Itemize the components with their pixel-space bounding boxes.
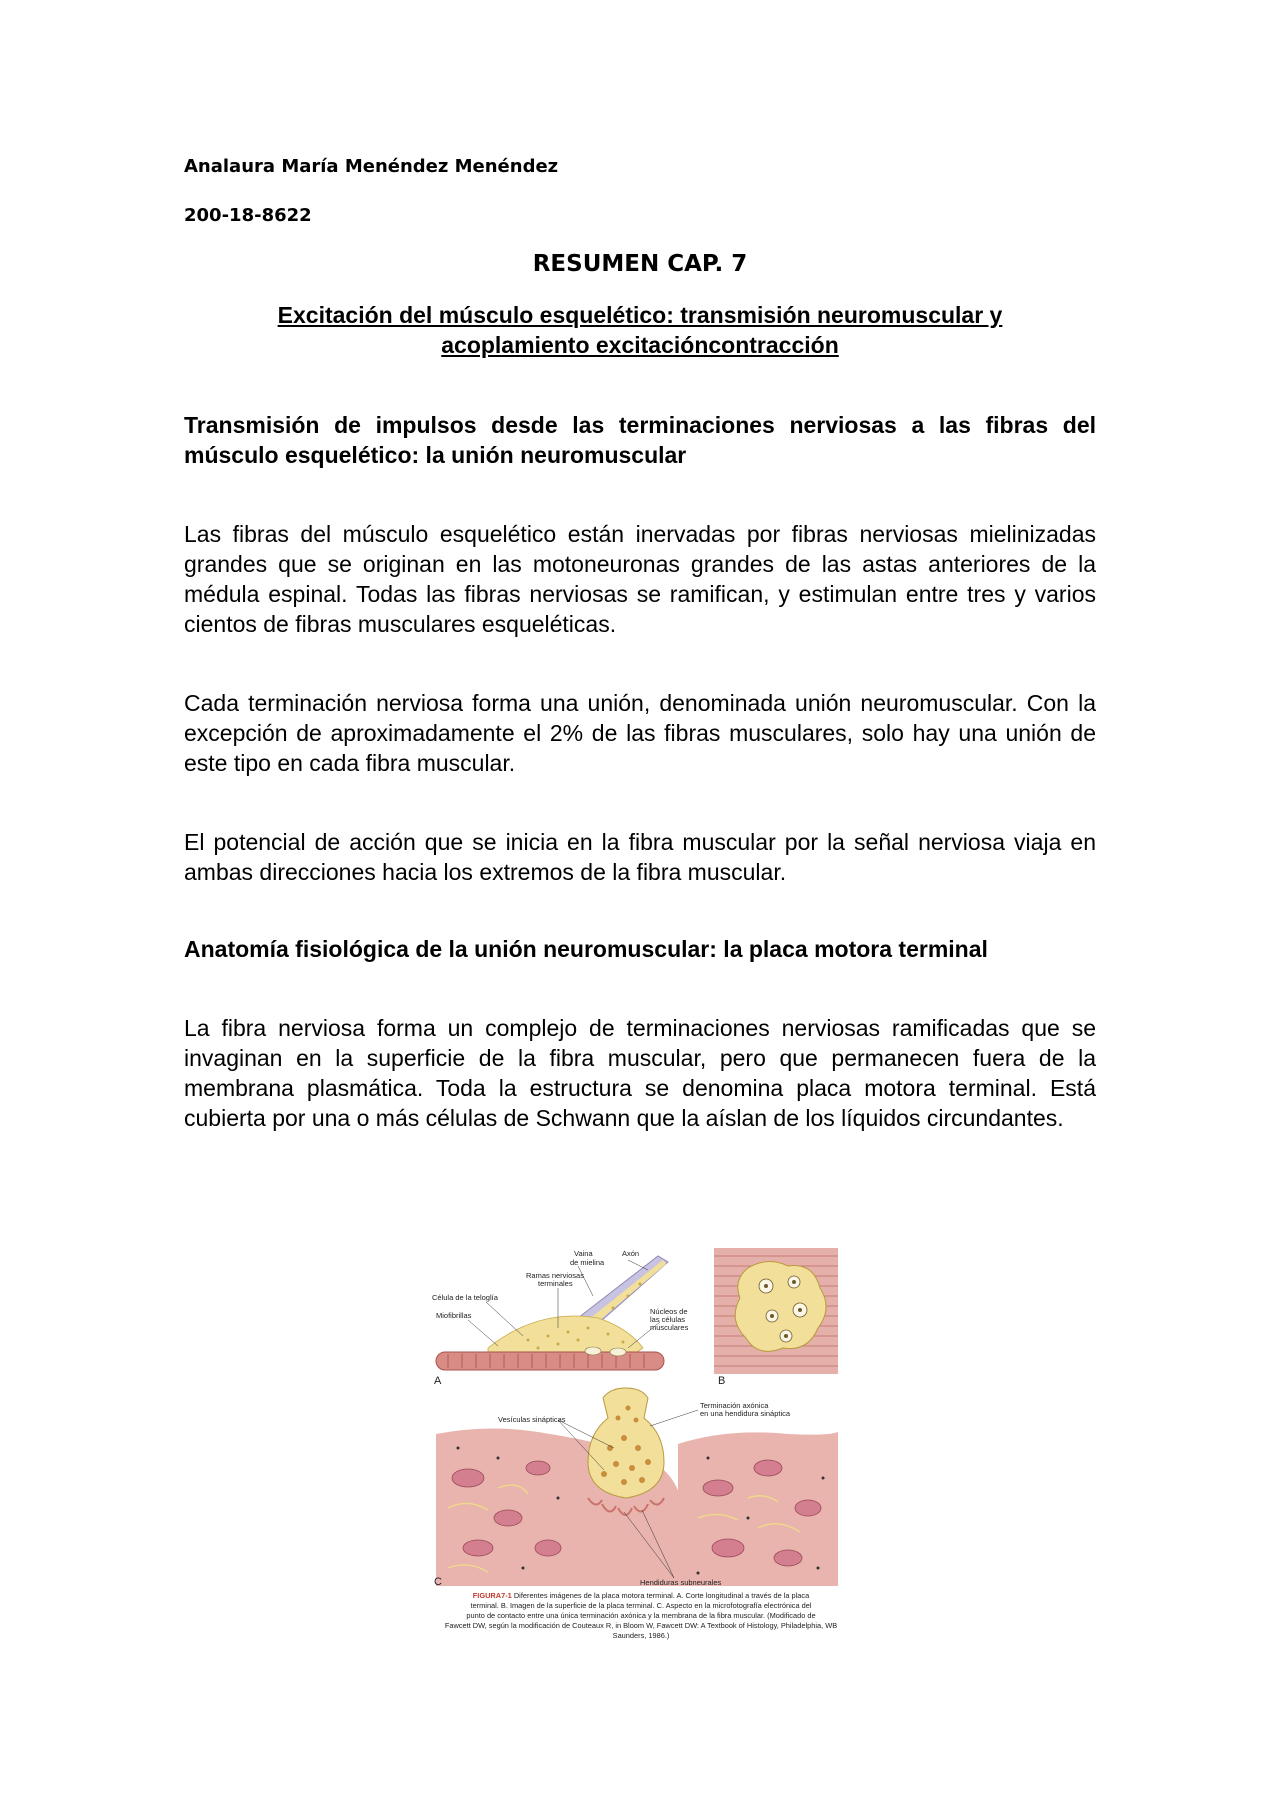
document-title: RESUMEN CAP. 7 <box>532 251 748 277</box>
caption-line-1: Diferentes imágenes de la placa motora terminal. A. Corte longitudinal a través de la placa <box>513 1591 810 1600</box>
label-nucleos: Núcleos de <box>650 1307 688 1316</box>
label-panel-c: C <box>434 1576 442 1588</box>
label-miofibrillas: Miofibrillas <box>436 1311 472 1320</box>
label-de-mielina: de mielina <box>570 1258 605 1267</box>
figure-label: FIGURA7-1 <box>472 1591 512 1600</box>
paragraph-placa-motora: La fibra nerviosa forma un complejo de terminaciones nerviosas ramificadas que se invaginan en la superficie de la fibra muscular, pero que permanecen fuera de la membrana plasmática. Toda la estructura se denomina placa motora terminal. Está cubierta por una o más células de Schwann que la aíslan de los líquidos circundantes. <box>184 1015 1096 1131</box>
label-terminacion: Terminación axónica <box>700 1401 769 1410</box>
label-panel-a: A <box>434 1375 442 1387</box>
chapter-title: Excitación del músculo esquelético: transmisión neuromuscular y acoplamiento excitacióncontracción <box>277 302 1003 358</box>
panel-c-diagram <box>434 1388 838 1588</box>
panel-b-diagram <box>714 1248 838 1387</box>
label-vaina: Vaina <box>574 1249 593 1258</box>
paragraph-union: Cada terminación nerviosa forma una unión, denominada unión neuromuscular. Con la excepción de aproximadamente el 2% de las fibras musculares, solo hay una unión de este tipo en cada fibra muscular. <box>184 690 1096 776</box>
section-heading-anatomia: Anatomía fisiológica de la unión neuromuscular: la placa motora terminal <box>184 936 988 962</box>
figure-caption <box>430 1591 852 1641</box>
label-axon: Axón <box>622 1249 640 1258</box>
caption-line-4: Fawcett DW, según la modificación de Couteaux R, in Bloom W, Fawcett DW: A Textbook of Histology, Philadelphia, WB <box>444 1621 838 1630</box>
author-name: Analaura María Menéndez Menéndez <box>184 156 559 177</box>
label-las-celulas: las células <box>650 1315 686 1324</box>
caption-line-2: terminal. B. Imagen de la superficie de la placa terminal. C. Aspecto en la microfotografía electrónica del <box>470 1601 812 1610</box>
label-musculares: musculares <box>650 1323 689 1332</box>
student-id: 200-18-8622 <box>184 205 312 226</box>
paragraph-potencial: El potencial de acción que se inicia en la fibra muscular por la señal nerviosa viaja en ambas direcciones hacia los extremos de la fibra muscular. <box>184 829 1096 885</box>
label-celula-teloglia: Célula de la teloglía <box>432 1293 498 1302</box>
label-en-hendidura: en una hendidura sináptica <box>700 1409 791 1418</box>
label-ramas: Ramas nerviosas <box>526 1271 584 1280</box>
label-vesiculas: Vesículas sinápticas <box>498 1415 566 1424</box>
paragraph-inervacion: Las fibras del músculo esquelético están inervadas por fibras nerviosas mielinizadas grandes que se originan en las motoneuronas grandes de las astas anteriores de la médula espinal. Todas las fibras nerviosas se ramifican, y estimulan entre tres y varios cientos de fibras musculares esqueléticas. <box>184 521 1096 637</box>
label-panel-b: B <box>718 1375 726 1387</box>
caption-line-3: punto de contacto entre una única terminación axónica y la membrana de la fibra muscular. (Modificado de <box>466 1611 816 1620</box>
label-hendiduras: Hendiduras subneurales <box>640 1578 722 1587</box>
panel-a-diagram <box>432 1249 689 1387</box>
label-terminales: terminales <box>538 1279 573 1288</box>
caption-line-5: Saunders, 1986.) <box>612 1631 670 1640</box>
section-heading-transmision: Transmisión de impulsos desde las terminaciones nerviosas a las fibras del músculo esquelético: la unión neuromuscular <box>184 412 1096 468</box>
figure-illustration <box>428 1248 854 1588</box>
